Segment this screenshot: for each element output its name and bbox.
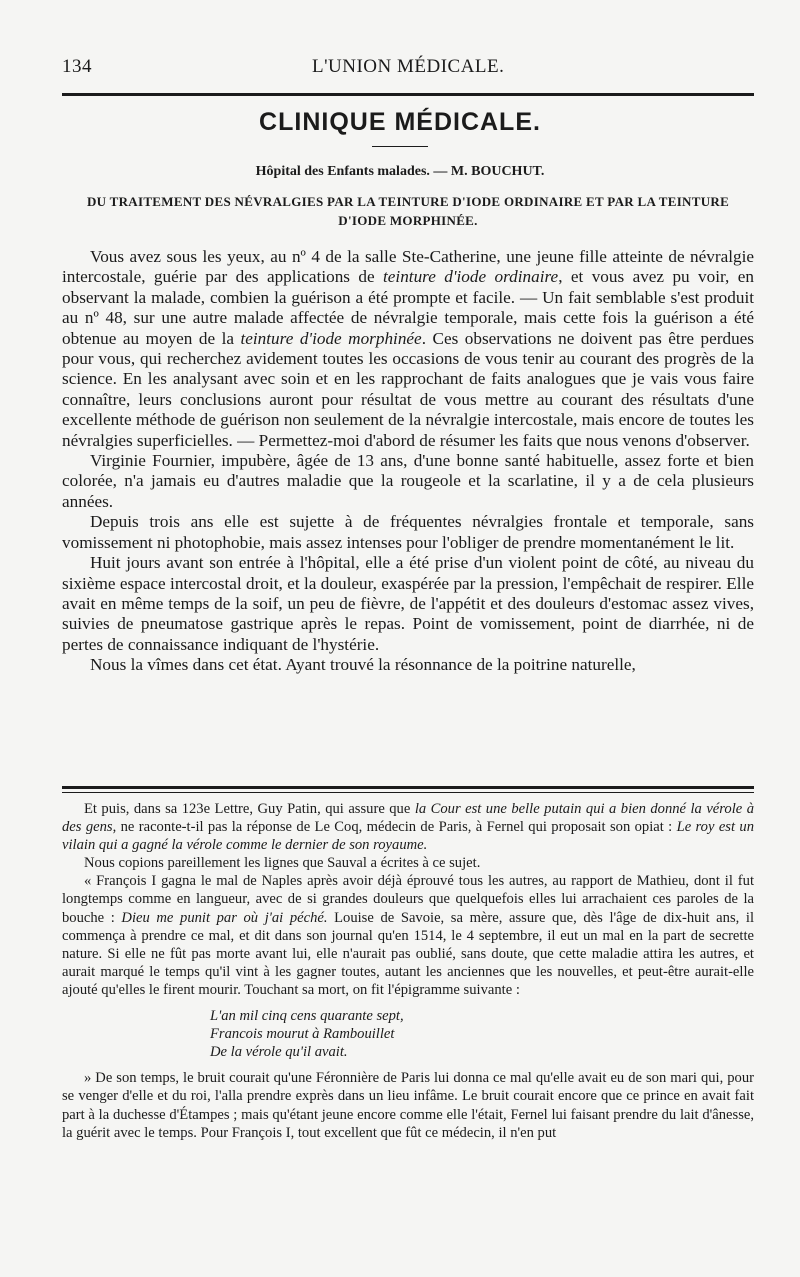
article-body [62, 247, 754, 676]
article-title: DU TRAITEMENT DES NÉVRALGIES PAR LA TEINTURE D'IODE ORDINAIRE ET PAR LA TEINTURE D'IODE MORPHINÉE. [86, 194, 730, 228]
feuilleton-section [62, 800, 754, 1142]
body-paragraph-1: Vous avez sous les yeux, au nº 4 de la salle Ste-Catherine, une jeune fille atteinte de névralgie intercostale, guérie par des applications de teinture d'iode ordinaire, et vous avez pu voir, en observant la malade, combien la guérison a été prompte et facile. — Un fait semblable s'est produit au nº 48, sur une autre malade affectée de névralgie temporale, mais cette fois la guérison a été obtenue au moyen de la teinture d'iode morphinée. Ces observations ne doivent pas être perdues pour vous, qui recherchez avidement toutes les occasions de vous tenir au courant des progrès de la science. En les analysant avec soin et en les rapprochant de faits analogues que je vais vous faire connaître, leurs conclusions auront pour résultat de vous mettre au courant des résultats d'une excellente méthode de guérison non seulement de la névralgie intercostale, mais encore de toutes les névralgies superficielles. — Permettez-moi d'abord de résumer les faits que nous venons d'observer. [62, 247, 754, 450]
feuilleton-rule-thin [62, 792, 754, 793]
emphasis-teinture-morphinee: teinture d'iode morphinée [240, 328, 422, 348]
running-head [62, 56, 752, 82]
body-paragraph-5: Nous la vîmes dans cet état. Ayant trouvé la résonnance de la poitrine naturelle, [90, 655, 636, 675]
note-paragraph-4: » De son temps, le bruit courait qu'une Féronnière de Paris lui donna ce mal qu'elle avait eu de son mari qui, pour se venger d'elle et du roi, l'alla prendre exprès dans un lieu infâme. Le bruit courait encore que ce prince en avait fait part à la duchesse d'Étampes ; mais qu'étant jeune encore comme elle l'était, Fernel lui faisant prendre du lait d'ânesse, la guérit avec le temps. Pour François I, tout excellent que fût ce médecin, il n'en put [62, 1070, 754, 1141]
note-paragraph-1: Et puis, dans sa 123e Lettre, Guy Patin, qui assure que la Cour est une belle putain qui a bien donné la vérole à des gens, ne raconte-t-il pas la réponse de Le Coq, médecin de Paris, à Fernel qui proposait son opiat : Le roy est un vilain qui a gagné la vérole comme le dernier de son royaume. [62, 801, 755, 854]
feuilleton-rule-thick [62, 786, 754, 789]
journal-title: L'UNION MÉDICALE. [312, 56, 505, 77]
note-paragraph-3: « François I gagna le mal de Naples après avoir déjà éprouvé tous les autres, au rapport de Mathieu, dont il fut longtemps comme en langueur, avec de si grandes douleurs que quelquefois elles lui arrachaient ces paroles de la bouche : Dieu me punit par où j'ai péché. Louise de Savoie, sa mère, assure que, dès l'âge de dix-huit ans, il commença à prendre ce mal, et dit dans son journal qu'en 1514, le 4 septembre, il eut un mal en la part de secrette nature. Si elle ne fût pas morte avant lui, elle n'aurait pas oublié, sans doute, que cette maladie attira les autres, et aurait marqué le temps qu'il vint à les gagner toutes, autant les anciennes que les nouvelles, et peut-être aurait-elle ajouté qu'elles le firent mourir. Touchant sa mort, on fit l'épigramme suivante : [62, 873, 755, 998]
epigram-line-1: L'an mil cinq cens quarante sept, [210, 1008, 404, 1025]
section-title-underline [372, 146, 428, 147]
note-paragraph-2: Nous copions pareillement les lignes que Sauval a écrites à ce sujet. [84, 855, 481, 872]
body-paragraph-4: Huit jours avant son entrée à l'hôpital, elle a été prise d'un violent point de côté, au niveau du sixième espace intercostal droit, et la douleur, exaspérée par la pression, l'empêchait de respirer. Elle avait en même temps de la soif, un peu de fièvre, de l'appétit et des douleurs d'estomac assez vives, suivies de pneumatose gastrique après le repas. Point de vomissement, point de diarrhée, ni de pertes de connaissance indiquant de l'hystérie. [62, 553, 754, 654]
epigram-line-2: Francois mourut à Rambouillet [210, 1026, 395, 1043]
emphasis-teinture-ordinaire: teinture d'iode ordinaire [383, 267, 559, 287]
body-paragraph-3: Depuis trois ans elle est sujette à de fréquentes névralgies frontale et temporale, sans vomissement ni photophobie, mais assez intenses pour l'obliger de prendre momentanément le lit. [62, 512, 754, 552]
header-rule [62, 93, 754, 96]
epigram-line-3: De la vérole qu'il avait. [210, 1044, 348, 1061]
body-paragraph-2: Virginie Fournier, impubère, âgée de 13 ans, d'une bonne santé habituelle, assez forte et bien colorée, n'a jamais eu d'autres maladie que la rougeole et la scarlatine, il y a de cela plusieurs années. [62, 451, 754, 511]
page-number: 134 [62, 56, 92, 77]
section-title: CLINIQUE MÉDICALE. [259, 108, 541, 136]
hospital-line: Hôpital des Enfants malades. — M. BOUCHUT. [255, 164, 545, 179]
